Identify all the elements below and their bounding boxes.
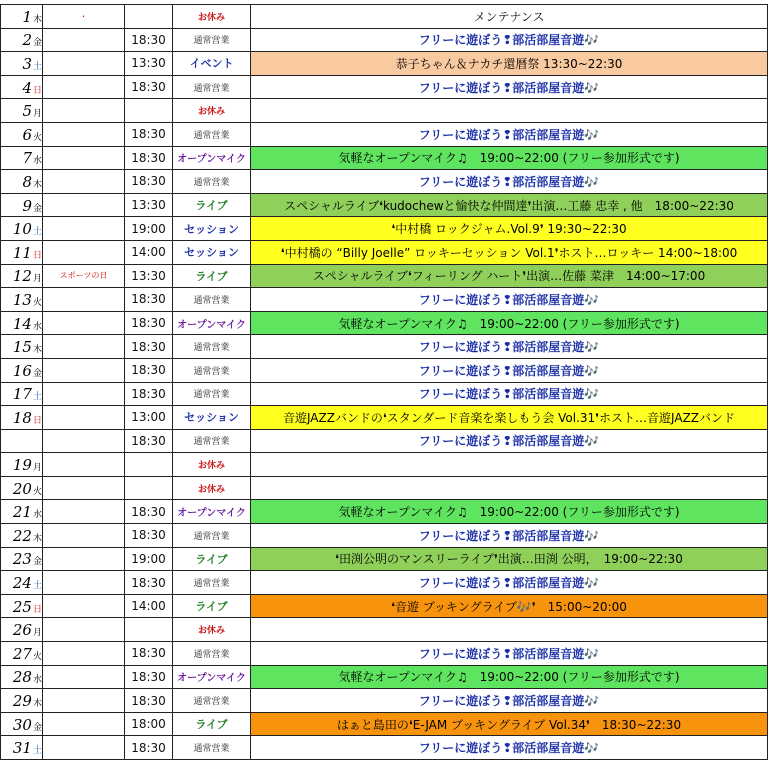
weekday-label: 水: [32, 675, 42, 686]
weekday-label: 木: [32, 699, 42, 710]
day-cell: [1, 99, 43, 123]
weekday-label: 火: [32, 486, 42, 497]
day-number: 28: [12, 668, 32, 687]
event-type-cell: オープンマイク: [173, 665, 251, 689]
day-number: 2: [22, 31, 32, 50]
day-number: 24: [12, 574, 32, 593]
open-time-cell: 13:30: [125, 193, 173, 217]
event-description-cell: ❛音遊 ブッキングライブ🎶❜ 15:00~20:00: [251, 594, 768, 618]
event-type-cell: ライブ: [173, 547, 251, 571]
day-cell: [1, 335, 43, 359]
event-description-cell: フリーに遊ぼう❢部活部屋音遊🎶: [251, 358, 768, 382]
event-description-cell: ❛中村橋の “Billy Joelle” ロッキーセッション Vol.1❜ホスト…ロッキー 14:00~18:00: [251, 240, 768, 264]
day-cell: [1, 429, 43, 453]
event-description-cell: フリーに遊ぼう❢部活部屋音遊🎶: [251, 75, 768, 99]
weekday-label: 土: [32, 392, 42, 403]
day-cell: [1, 665, 43, 689]
open-time-cell: 18:30: [125, 311, 173, 335]
holiday-cell: [43, 712, 125, 736]
holiday-cell: [43, 524, 125, 548]
day-cell: [1, 618, 43, 642]
holiday-cell: [43, 146, 125, 170]
event-type-cell: 通常営業: [173, 335, 251, 359]
weekday-label: 日: [32, 604, 42, 615]
holiday-cell: [43, 689, 125, 713]
weekday-label: 木: [32, 179, 42, 190]
open-time-cell: 18:30: [125, 170, 173, 194]
day-number: 30: [12, 715, 32, 734]
open-time-cell: 18:30: [125, 665, 173, 689]
event-description-cell: フリーに遊ぼう❢部活部屋音遊🎶: [251, 28, 768, 52]
holiday-cell: [43, 642, 125, 666]
schedule-row: [1, 264, 768, 288]
day-cell: [1, 358, 43, 382]
day-cell: [1, 453, 43, 477]
holiday-cell: [43, 358, 125, 382]
day-number: 4: [22, 78, 32, 97]
open-time-cell: 18:30: [125, 146, 173, 170]
weekday-label: 月: [32, 109, 42, 120]
day-cell: [1, 382, 43, 406]
event-description-cell: スペシャルライブ❛kudochewと愉快な仲間達❜出演…工藤 忠幸 , 他 18:00~22:30: [251, 193, 768, 217]
event-description-cell: フリーに遊ぼう❢部活部屋音遊🎶: [251, 288, 768, 312]
schedule-row: [1, 288, 768, 312]
weekday-label: 水: [32, 510, 42, 521]
holiday-cell: [43, 736, 125, 760]
open-time-cell: [125, 618, 173, 642]
schedule-row: [1, 665, 768, 689]
schedule-row: [1, 476, 768, 500]
event-type-cell: 通常営業: [173, 75, 251, 99]
event-type-cell: ライブ: [173, 594, 251, 618]
open-time-cell: 18:30: [125, 689, 173, 713]
event-description-cell: 気軽なオープンマイク♫ 19:00~22:00 (フリー参加形式です): [251, 146, 768, 170]
schedule-row: [1, 524, 768, 548]
day-cell: [1, 193, 43, 217]
schedule-row: [1, 217, 768, 241]
holiday-cell: [43, 288, 125, 312]
holiday-cell: [43, 429, 125, 453]
schedule-row: [1, 193, 768, 217]
day-number: 9: [22, 196, 32, 215]
event-type-cell: ライブ: [173, 264, 251, 288]
holiday-cell: [43, 453, 125, 477]
day-cell: [1, 406, 43, 430]
event-description-cell: フリーに遊ぼう❢部活部屋音遊🎶: [251, 122, 768, 146]
schedule-row: [1, 547, 768, 571]
day-number: 14: [12, 314, 32, 333]
day-cell: [1, 122, 43, 146]
day-number: 26: [12, 621, 32, 640]
day-number: 15: [12, 338, 32, 357]
day-number: 17: [12, 385, 32, 404]
day-cell: [1, 240, 43, 264]
holiday-cell: ･: [43, 5, 125, 29]
schedule-body: [1, 5, 768, 760]
holiday-cell: [43, 193, 125, 217]
holiday-cell: [43, 594, 125, 618]
event-type-cell: ライブ: [173, 712, 251, 736]
open-time-cell: 18:30: [125, 122, 173, 146]
event-type-cell: オープンマイク: [173, 311, 251, 335]
event-type-cell: 通常営業: [173, 524, 251, 548]
weekday-label: 月: [32, 463, 42, 474]
holiday-cell: [43, 571, 125, 595]
day-cell: [1, 736, 43, 760]
day-number: 23: [12, 550, 32, 569]
day-cell: [1, 594, 43, 618]
event-description-cell: フリーに遊ぼう❢部活部屋音遊🎶: [251, 382, 768, 406]
schedule-row: [1, 122, 768, 146]
open-time-cell: 18:30: [125, 382, 173, 406]
event-description-cell: メンテナンス: [251, 5, 768, 29]
weekday-label: 金: [32, 203, 42, 214]
schedule-row: [1, 406, 768, 430]
holiday-cell: [43, 122, 125, 146]
day-number: 7: [22, 149, 32, 168]
weekday-label: 水: [32, 321, 42, 332]
open-time-cell: 18:30: [125, 642, 173, 666]
open-time-cell: 13:30: [125, 52, 173, 76]
weekday-label: 火: [32, 132, 42, 143]
weekday-label: 土: [32, 581, 42, 592]
holiday-cell: [43, 476, 125, 500]
event-type-cell: 通常営業: [173, 736, 251, 760]
day-cell: [1, 571, 43, 595]
open-time-cell: 18:30: [125, 335, 173, 359]
event-type-cell: 通常営業: [173, 170, 251, 194]
event-description-cell: フリーに遊ぼう❢部活部屋音遊🎶: [251, 170, 768, 194]
event-description-cell: フリーに遊ぼう❢部活部屋音遊🎶: [251, 524, 768, 548]
weekday-label: 金: [32, 722, 42, 733]
schedule-row: [1, 736, 768, 760]
event-type-cell: イベント: [173, 52, 251, 76]
open-time-cell: 18:30: [125, 358, 173, 382]
event-description-cell: 音遊JAZZバンドの❛スタンダード音楽を楽しもう会 Vol.31❜ホスト…音遊JAZZバンド: [251, 406, 768, 430]
schedule-row: [1, 240, 768, 264]
open-time-cell: 18:30: [125, 571, 173, 595]
day-number: 12: [12, 267, 32, 286]
event-description-cell: 気軽なオープンマイク♫ 19:00~22:00 (フリー参加形式です): [251, 311, 768, 335]
day-cell: [1, 288, 43, 312]
event-description-cell: 気軽なオープンマイク♫ 19:00~22:00 (フリー参加形式です): [251, 665, 768, 689]
day-cell: [1, 28, 43, 52]
event-type-cell: セッション: [173, 240, 251, 264]
weekday-label: 金: [32, 368, 42, 379]
schedule-row: [1, 358, 768, 382]
event-type-cell: オープンマイク: [173, 146, 251, 170]
weekday-label: 水: [32, 156, 42, 167]
weekday-label: 火: [32, 297, 42, 308]
day-number: 1: [22, 7, 32, 26]
day-number: 8: [22, 172, 32, 191]
event-description-cell: フリーに遊ぼう❢部活部屋音遊🎶: [251, 335, 768, 359]
day-cell: [1, 5, 43, 29]
holiday-cell: [43, 500, 125, 524]
day-number: 27: [12, 644, 32, 663]
open-time-cell: [125, 99, 173, 123]
day-cell: [1, 689, 43, 713]
weekday-label: 日: [32, 85, 42, 96]
open-time-cell: 18:30: [125, 524, 173, 548]
event-type-cell: 通常営業: [173, 288, 251, 312]
schedule-row: [1, 453, 768, 477]
weekday-label: 火: [32, 651, 42, 662]
holiday-cell: [43, 665, 125, 689]
event-type-cell: 通常営業: [173, 122, 251, 146]
event-type-cell: セッション: [173, 406, 251, 430]
schedule-row: [1, 99, 768, 123]
event-type-cell: 通常営業: [173, 28, 251, 52]
day-cell: [1, 146, 43, 170]
schedule-row: [1, 170, 768, 194]
day-cell: [1, 476, 43, 500]
event-description-cell: [251, 476, 768, 500]
day-number: 11: [12, 243, 32, 262]
weekday-label: 木: [32, 14, 42, 25]
event-description-cell: 気軽なオープンマイク♫ 19:00~22:00 (フリー参加形式です): [251, 500, 768, 524]
open-time-cell: 18:30: [125, 28, 173, 52]
day-number: 6: [22, 125, 32, 144]
holiday-cell: スポーツの日: [43, 264, 125, 288]
open-time-cell: 19:00: [125, 217, 173, 241]
event-type-cell: お休み: [173, 5, 251, 29]
weekday-label: 木: [32, 533, 42, 544]
weekday-label: 土: [32, 746, 42, 757]
event-type-cell: ライブ: [173, 193, 251, 217]
day-cell: [1, 500, 43, 524]
event-description-cell: 恭子ちゃん＆ナカチ還暦祭 13:30~22:30: [251, 52, 768, 76]
schedule-row: [1, 618, 768, 642]
holiday-cell: [43, 75, 125, 99]
event-description-cell: [251, 99, 768, 123]
day-number: 3: [22, 54, 32, 73]
schedule-row: [1, 689, 768, 713]
open-time-cell: 18:30: [125, 500, 173, 524]
weekday-label: 月: [32, 274, 42, 285]
day-number: 31: [12, 739, 32, 758]
day-cell: [1, 712, 43, 736]
holiday-cell: [43, 170, 125, 194]
holiday-cell: [43, 28, 125, 52]
weekday-label: 土: [32, 227, 42, 238]
event-type-cell: 通常営業: [173, 642, 251, 666]
event-description-cell: フリーに遊ぼう❢部活部屋音遊🎶: [251, 571, 768, 595]
schedule-row: [1, 712, 768, 736]
event-type-cell: お休み: [173, 476, 251, 500]
holiday-cell: [43, 217, 125, 241]
holiday-cell: [43, 99, 125, 123]
day-number: 29: [12, 692, 32, 711]
schedule-row: [1, 571, 768, 595]
schedule-row: [1, 500, 768, 524]
event-description-cell: スペシャルライブ❛フィーリング ハート❜出演…佐藤 菜津 14:00~17:00: [251, 264, 768, 288]
schedule-row: [1, 335, 768, 359]
weekday-label: 木: [32, 345, 42, 356]
day-cell: [1, 52, 43, 76]
holiday-cell: [43, 618, 125, 642]
day-number: 19: [12, 456, 32, 475]
schedule-row: [1, 52, 768, 76]
day-number: 16: [12, 361, 32, 380]
holiday-cell: [43, 52, 125, 76]
open-time-cell: 13:00: [125, 406, 173, 430]
open-time-cell: 18:30: [125, 75, 173, 99]
event-description-cell: ❛中村橋 ロックジャム.Vol.9❜ 19:30~22:30: [251, 217, 768, 241]
day-cell: [1, 217, 43, 241]
event-description-cell: フリーに遊ぼう❢部活部屋音遊🎶: [251, 642, 768, 666]
day-number: 18: [12, 408, 32, 427]
event-type-cell: お休み: [173, 99, 251, 123]
open-time-cell: 18:30: [125, 429, 173, 453]
weekday-label: 日: [32, 250, 42, 261]
event-type-cell: お休み: [173, 453, 251, 477]
weekday-label: 金: [32, 557, 42, 568]
day-number: 10: [12, 220, 32, 239]
holiday-cell: [43, 240, 125, 264]
open-time-cell: 18:30: [125, 288, 173, 312]
event-type-cell: 通常営業: [173, 382, 251, 406]
open-time-cell: 14:00: [125, 594, 173, 618]
event-description-cell: フリーに遊ぼう❢部活部屋音遊🎶: [251, 689, 768, 713]
event-description-cell: はぁと島田の❛E-JAM ブッキングライブ Vol.34❜ 18:30~22:30: [251, 712, 768, 736]
day-cell: [1, 642, 43, 666]
event-type-cell: お休み: [173, 618, 251, 642]
holiday-cell: [43, 311, 125, 335]
day-cell: [1, 311, 43, 335]
day-number: 25: [12, 597, 32, 616]
schedule-row: [1, 429, 768, 453]
open-time-cell: 13:30: [125, 264, 173, 288]
open-time-cell: 19:00: [125, 547, 173, 571]
open-time-cell: [125, 5, 173, 29]
open-time-cell: [125, 476, 173, 500]
event-type-cell: 通常営業: [173, 689, 251, 713]
schedule-table: [0, 4, 768, 760]
day-number: 20: [12, 479, 32, 498]
open-time-cell: 18:00: [125, 712, 173, 736]
schedule-row: [1, 5, 768, 29]
event-description-cell: フリーに遊ぼう❢部活部屋音遊🎶: [251, 429, 768, 453]
day-cell: [1, 524, 43, 548]
day-number: 21: [12, 503, 32, 522]
schedule-row: [1, 75, 768, 99]
holiday-cell: [43, 382, 125, 406]
weekday-label: 日: [32, 415, 42, 426]
schedule-row: [1, 28, 768, 52]
event-type-cell: 通常営業: [173, 571, 251, 595]
day-cell: [1, 75, 43, 99]
open-time-cell: [125, 453, 173, 477]
event-description-cell: ❛田渕公明のマンスリーライブ❜出演…田渕 公明， 19:00~22:30: [251, 547, 768, 571]
day-number: 22: [12, 526, 32, 545]
day-cell: [1, 170, 43, 194]
day-cell: [1, 547, 43, 571]
event-description-cell: フリーに遊ぼう❢部活部屋音遊🎶: [251, 736, 768, 760]
holiday-cell: [43, 335, 125, 359]
schedule-row: [1, 642, 768, 666]
schedule-row: [1, 146, 768, 170]
holiday-cell: [43, 547, 125, 571]
schedule-row: [1, 382, 768, 406]
weekday-label: 土: [32, 61, 42, 72]
schedule-row: [1, 594, 768, 618]
day-number: 13: [12, 290, 32, 309]
open-time-cell: 18:30: [125, 736, 173, 760]
weekday-label: 金: [32, 38, 42, 49]
event-type-cell: 通常営業: [173, 358, 251, 382]
holiday-cell: [43, 406, 125, 430]
schedule-row: [1, 311, 768, 335]
weekday-label: 月: [32, 628, 42, 639]
day-cell: [1, 264, 43, 288]
event-type-cell: セッション: [173, 217, 251, 241]
event-description-cell: [251, 618, 768, 642]
event-type-cell: オープンマイク: [173, 500, 251, 524]
event-description-cell: [251, 453, 768, 477]
event-type-cell: 通常営業: [173, 429, 251, 453]
open-time-cell: 14:00: [125, 240, 173, 264]
day-number: 5: [22, 102, 32, 121]
